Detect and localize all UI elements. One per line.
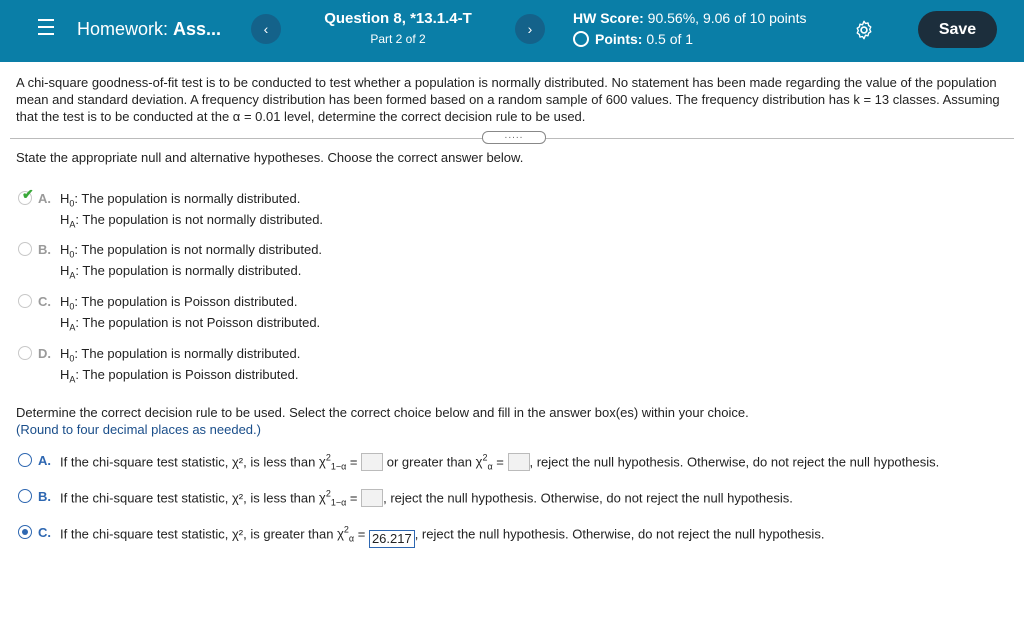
radio-part2-c[interactable] xyxy=(18,525,32,539)
part1-prompt: State the appropriate null and alternative hypotheses. Choose the correct answer below. xyxy=(16,150,524,165)
next-question-button[interactable]: › xyxy=(515,14,545,44)
critical-value-input-b[interactable] xyxy=(361,489,383,507)
radio-b[interactable] xyxy=(18,242,32,256)
checkmark-icon: ✔ xyxy=(22,186,34,202)
radio-part2-a[interactable] xyxy=(18,453,32,467)
homework-title: Homework: Ass... xyxy=(77,19,222,39)
radio-part2-b[interactable] xyxy=(18,489,32,503)
radio-d[interactable] xyxy=(18,346,32,360)
expand-more-button[interactable]: ..... xyxy=(482,131,546,144)
save-button[interactable]: Save xyxy=(918,11,997,48)
upper-critical-input[interactable] xyxy=(508,453,530,471)
question-part: Part 2 of 2 xyxy=(370,32,426,46)
critical-value-input-c[interactable]: 26.217 xyxy=(369,530,415,548)
question-title: Question 8, *13.1.4-T xyxy=(324,10,472,27)
part2-prompt: Determine the correct decision rule to be used. Select the correct choice below and fill in the answer box(es) within your choice. xyxy=(16,405,749,420)
hw-score: HW Score: 90.56%, 9.06 of 10 points xyxy=(573,10,807,26)
part2-hint: (Round to four decimal places as needed.) xyxy=(16,422,261,437)
points: Points: 0.5 of 1 xyxy=(573,31,693,47)
points-circle-icon xyxy=(573,31,589,47)
previous-question-button[interactable]: ‹ xyxy=(251,14,281,44)
radio-c[interactable] xyxy=(18,294,32,308)
question-info xyxy=(300,10,496,46)
top-bar xyxy=(0,0,1024,62)
problem-statement: A chi-square goodness-of-fit test is to be conducted to test whether a population is normally distributed. No statement has been made regarding the value of the population mean and standard deviation. A frequency distribution has been formed based on a random sample of 600 values. The frequency distribution has k = 13 classes. Assuming that the test is to be conducted at the α = 0.01 level, determine the correct decision rule to be used. xyxy=(16,75,1000,124)
gear-icon[interactable] xyxy=(853,19,875,41)
lower-critical-input[interactable] xyxy=(361,453,383,471)
menu-icon[interactable] xyxy=(38,19,54,35)
